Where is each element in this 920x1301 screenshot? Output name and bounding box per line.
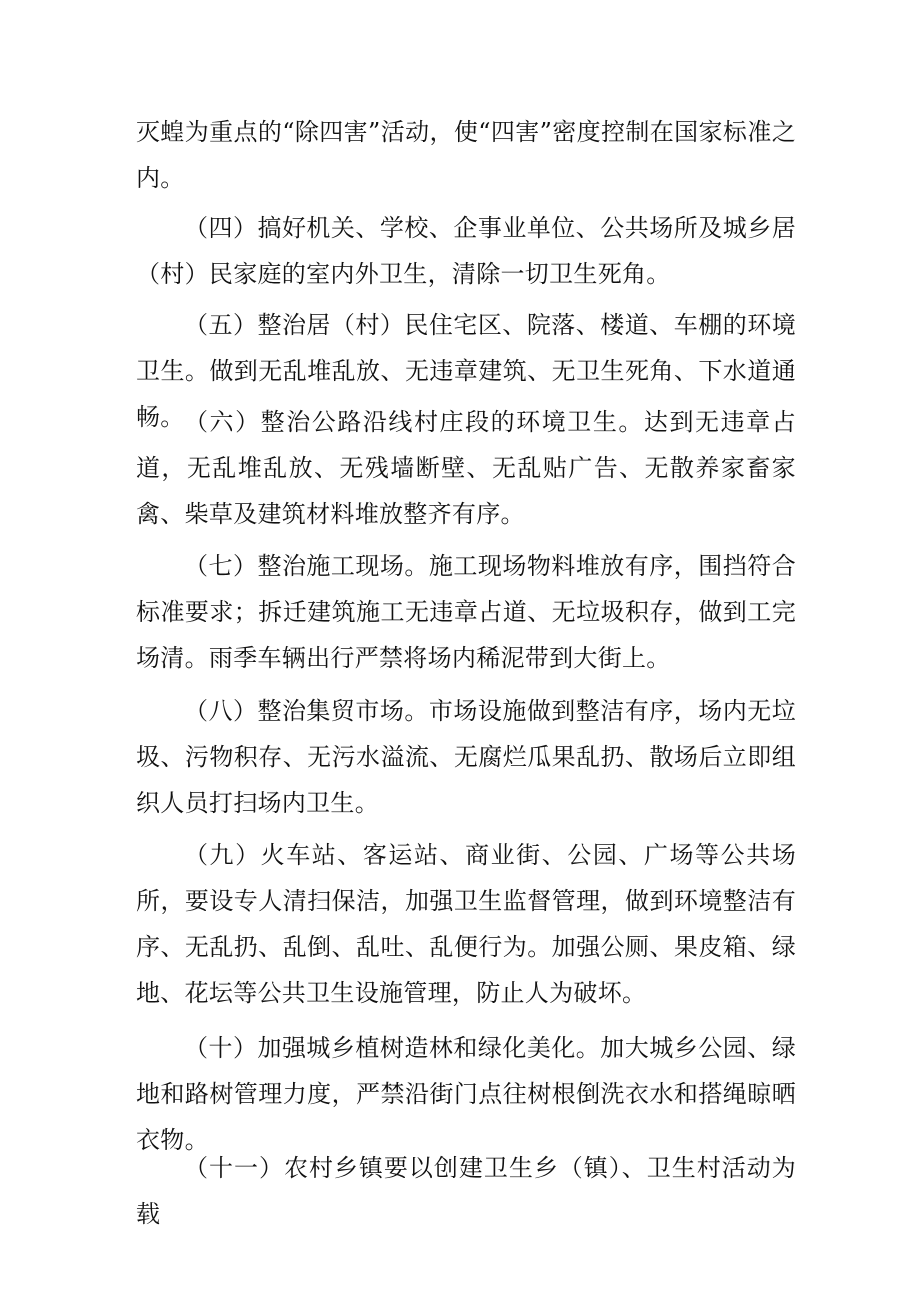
paragraph-item-4: （四）搞好机关、学校、企事业单位、公共场所及城乡居（村）民家庭的室内外卫生，清除一切卫生死角。 [136, 214, 796, 288]
paragraph-item-9: （九）火车站、客运站、商业街、公园、广场等公共场所，要设专人清扫保洁，加强卫生监督管理，做到环境整洁有序、无乱扔、乱倒、乱吐、乱便行为。加强公厕、果皮箱、绿地、花坛等公共卫生设施管理，防止人为破坏。 [136, 841, 796, 1007]
paragraph-item-6: （六）整治公路沿线村庄段的环境卫生。达到无违章占道，无乱堆乱放、无残墙断壁、无乱贴广告、无散养家畜家禽、柴草及建筑材料堆放整齐有序。 [136, 408, 796, 528]
paragraph-continued: 灭蝗为重点的“除四害”活动，使“四害”密度控制在国家标准之内。 [136, 118, 796, 192]
paragraph-item-11: （十一）农村乡镇要以创建卫生乡（镇）、卫生村活动为载 [136, 1154, 796, 1228]
paragraph-item-5: （五）整治居（村）民住宅区、院落、楼道、车棚的环境卫生。做到无乱堆乱放、无违章建筑、无卫生死角、下水道通畅。 [136, 311, 796, 431]
paragraph-item-7: （七）整治施工现场。施工现场物料堆放有序，围挡符合标准要求；拆迁建筑施工无违章占道、无垃圾积存，做到工完场清。雨季车辆出行严禁将场内稀泥带到大街上。 [136, 552, 796, 672]
paragraph-item-8: （八）整治集贸市场。市场设施做到整洁有序，场内无垃圾、污物积存、无污水溢流、无腐烂瓜果乱扔、散场后立即组织人员打扫场内卫生。 [136, 697, 796, 817]
paragraph-item-10: （十）加强城乡植树造林和绿化美化。加大城乡公园、绿地和路树管理力度，严禁沿街门点往树根倒洗衣水和搭绳晾晒衣物。 [136, 1034, 796, 1154]
